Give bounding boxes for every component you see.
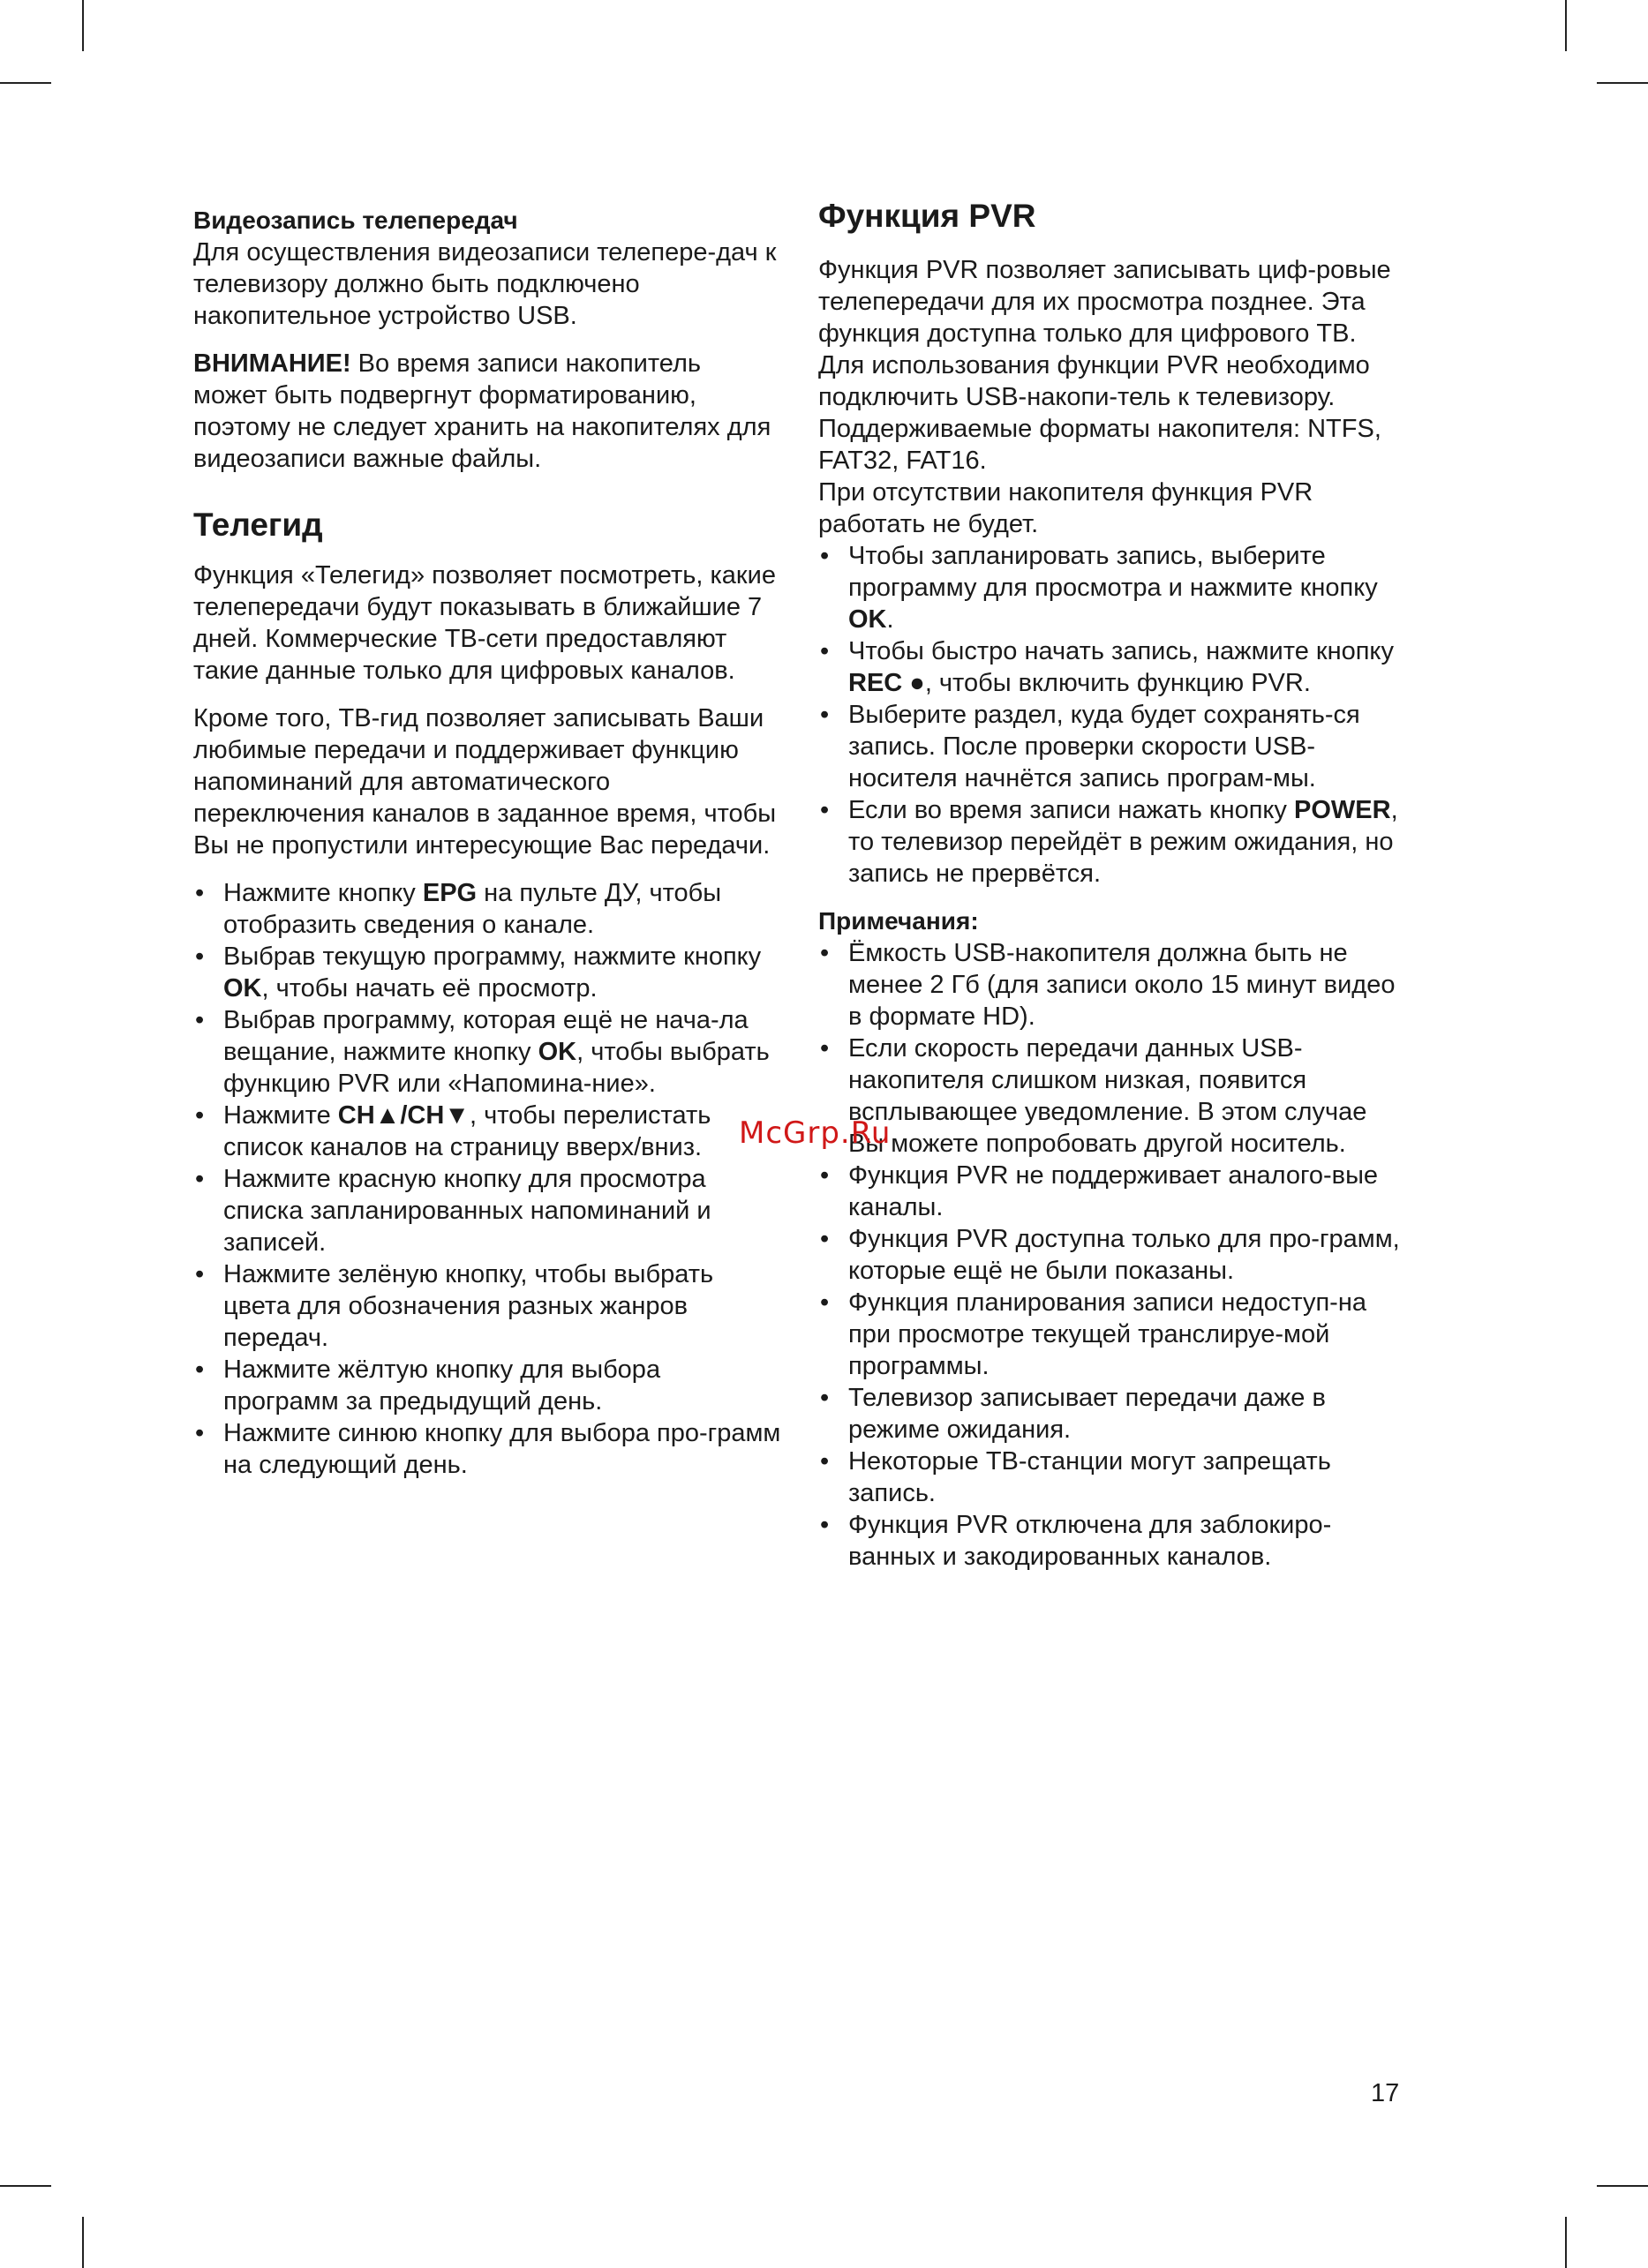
bullet-icon: • xyxy=(820,1511,830,1539)
bullet-icon: • xyxy=(820,1034,830,1063)
list-item: • Функция планирования записи недоступ-на при просмотре текущей транслируе-мой программы. xyxy=(820,1288,1366,1380)
warning-paragraph xyxy=(193,348,781,475)
bullet-icon: • xyxy=(820,701,830,729)
crop-mark xyxy=(1597,2185,1648,2187)
crop-mark xyxy=(82,0,84,51)
bullet-icon: • xyxy=(195,1419,205,1447)
guide-paragraph-2: Кроме того, ТВ-гид позволяет записывать Ваши любимые передачи и поддерживает функцию напоминаний для автоматического переключения каналов в заданное время, чтобы Вы не пропустили интересующие Вас передачи. xyxy=(193,704,777,860)
warning-text: Во время записи накопитель может быть подвергнут форматированию, поэтому не следует хранить на накопителях для видеозаписи важные файлы. xyxy=(193,349,771,473)
list-item: • Нажмите синюю кнопку для выбора про-грамм на следующий день. xyxy=(195,1419,781,1479)
bullet-icon: • xyxy=(820,637,830,665)
left-column xyxy=(193,205,781,1481)
warning-label: ВНИМАНИЕ! xyxy=(193,349,351,378)
pvr-no-storage: При отсутствии накопителя функция PVR работать не будет. xyxy=(818,478,1313,538)
crop-mark xyxy=(1565,2217,1567,2268)
list-item: • Некоторые ТВ-станции могут запрещать запись. xyxy=(820,1447,1331,1507)
crop-mark xyxy=(0,2185,51,2187)
list-item: • Функция PVR не поддерживает аналого-вые каналы. xyxy=(820,1161,1379,1221)
list-item: • Чтобы быстро начать запись, нажмите кнопку REC ●, чтобы включить функцию PVR. xyxy=(820,637,1394,697)
crop-mark xyxy=(1597,82,1648,84)
bullet-icon: • xyxy=(195,1260,205,1288)
watermark: McGrp.Ru xyxy=(739,1115,892,1151)
crop-mark xyxy=(1565,0,1567,51)
list-item: • Нажмите кнопку EPG на пульте ДУ, чтобы отобразить сведения о канале. xyxy=(195,879,722,939)
bullet-icon: • xyxy=(820,1161,830,1190)
list-item: • Нажмите зелёную кнопку, чтобы выбрать цвета для обозначения разных жанров передач. xyxy=(195,1260,714,1352)
page-number: 17 xyxy=(1371,2079,1400,2107)
recording-text: Для осуществления видеозаписи телепере-дач к телевизору должно быть подключено накопительное устройство USB. xyxy=(193,238,777,330)
crop-mark xyxy=(82,2217,84,2268)
list-item: • Выберите раздел, куда будет сохранять-ся запись. После проверки скорости USB-носителя начнётся запись програм-мы. xyxy=(820,701,1360,792)
bullet-icon: • xyxy=(195,1101,205,1130)
notes-list xyxy=(818,937,1401,1573)
bullet-icon: • xyxy=(195,1356,205,1384)
list-item: • Если скорость передачи данных USB-накопителя слишком низкая, появится всплывающее уведомление. В этом случае Вы можете попробовать другой носитель. xyxy=(820,1034,1367,1158)
bullet-icon: • xyxy=(195,1006,205,1034)
list-item: • Телевизор записывает передачи даже в режиме ожидания. xyxy=(820,1384,1326,1444)
list-item: • Функция PVR доступна только для про-грамм, которые ещё не были показаны. xyxy=(820,1225,1400,1285)
guide-heading: Телегид xyxy=(193,507,323,543)
pvr-heading: Функция PVR xyxy=(818,198,1036,234)
crop-mark xyxy=(0,82,51,84)
list-item: • Нажмите жёлтую кнопку для выбора программ за предыдущий день. xyxy=(195,1356,661,1416)
list-item: • Ёмкость USB-накопителя должна быть не менее 2 Гб (для записи около 15 минут видео в формате HD). xyxy=(820,939,1396,1031)
notes-title: Примечания: xyxy=(818,907,979,935)
bullet-icon: • xyxy=(820,796,830,824)
right-column xyxy=(818,196,1401,1573)
list-item: • Нажмите CH▲/CH▼, чтобы перелистать список каналов на страницу вверх/вниз. xyxy=(195,1101,711,1161)
list-item: • Выбрав программу, которая ещё не нача-ла вещание, нажмите кнопку OK, чтобы выбрать функцию PVR или «Напомина-ние». xyxy=(195,1006,770,1098)
list-item: • Выбрав текущую программу, нажмите кнопку OK, чтобы начать её просмотр. xyxy=(195,942,762,1003)
bullet-icon: • xyxy=(195,879,205,907)
list-item: • Нажмите красную кнопку для просмотра списка запланированных напоминаний и записей. xyxy=(195,1165,711,1257)
bullet-icon: • xyxy=(195,942,205,971)
recording-title: Видеозапись телепередач xyxy=(193,207,518,234)
bullet-icon: • xyxy=(820,1384,830,1412)
list-item: • Если во время записи нажать кнопку POWER, то телевизор перейдёт в режим ожидания, но запись не прервётся. xyxy=(820,796,1398,888)
bullet-icon: • xyxy=(820,542,830,570)
pvr-bullet-list xyxy=(818,540,1401,890)
guide-paragraph-1: Функция «Телегид» позволяет посмотреть, какие телепередачи будут показывать в ближайшие 7 дней. Коммерческие ТВ-сети предоставляют такие данные только для цифровых каналов. xyxy=(193,561,776,685)
bullet-icon: • xyxy=(820,1288,830,1317)
pvr-formats: Поддерживаемые форматы накопителя: NTFS, FAT32, FAT16. xyxy=(818,415,1381,475)
bullet-icon: • xyxy=(820,939,830,967)
bullet-icon: • xyxy=(820,1225,830,1253)
list-item: • Функция PVR отключена для заблокиро-ванных и закодированных каналов. xyxy=(820,1511,1332,1571)
pvr-intro: Функция PVR позволяет записывать циф-ровые телепередачи для их просмотра позднее. Эта функция доступна только для цифрового ТВ. Для использования функции PVR необходимо подключить USB-накопи-тель к телевизору. xyxy=(818,256,1391,411)
list-item: • Чтобы запланировать запись, выберите программу для просмотра и нажмите кнопку OK. xyxy=(820,542,1378,634)
bullet-icon: • xyxy=(195,1165,205,1193)
bullet-icon: • xyxy=(820,1447,830,1476)
guide-bullet-list xyxy=(193,877,781,1481)
